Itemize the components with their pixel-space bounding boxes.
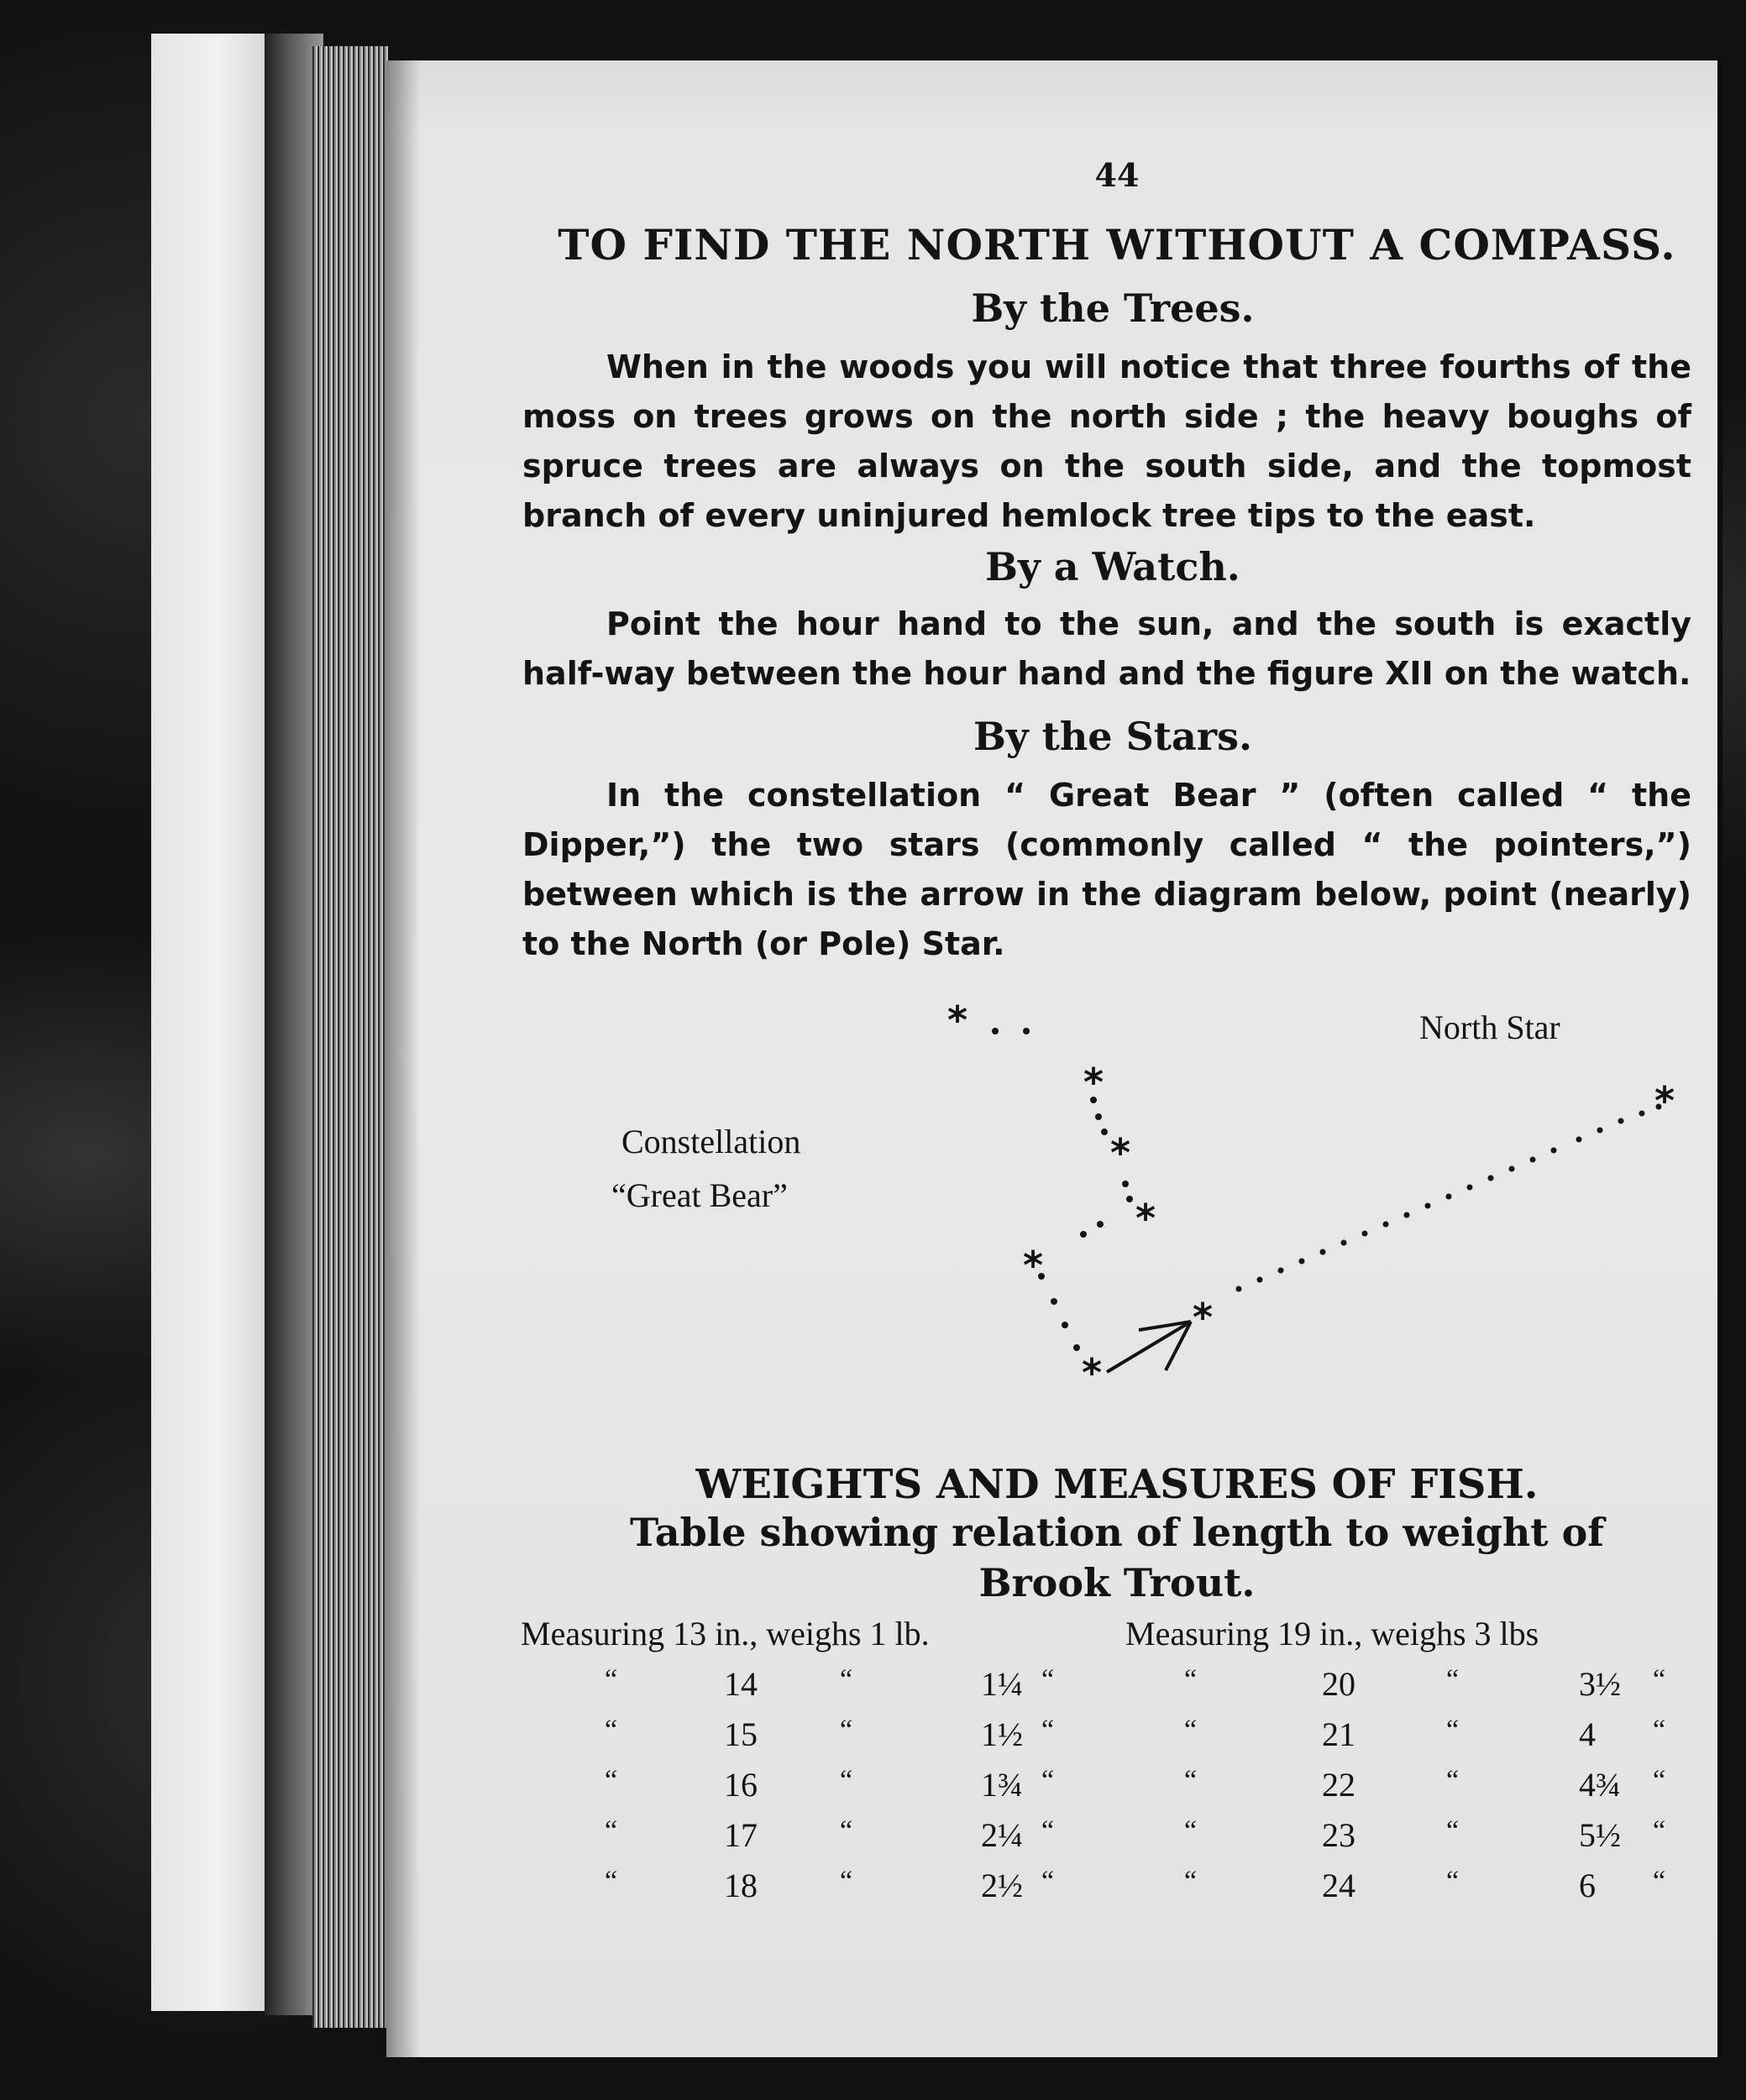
- ditto-mark: “: [1653, 1815, 1666, 1846]
- star-north: *: [1654, 1078, 1675, 1123]
- heading-watch: By a Watch.: [985, 544, 1240, 589]
- ditto-mark: “: [605, 1866, 618, 1897]
- ditto-mark: “: [1041, 1765, 1055, 1796]
- fish-table-subtitle: Table showing relation of length to weight of: [629, 1510, 1605, 1555]
- weight-right: 3½: [1579, 1665, 1621, 1703]
- length-right: 20: [1322, 1665, 1355, 1703]
- length-left: 14: [724, 1665, 758, 1703]
- page-number: 44: [1094, 156, 1140, 194]
- ditto-mark: “: [1653, 1664, 1666, 1695]
- constellation-label-name: “Great Bear”: [611, 1176, 788, 1214]
- ditto-mark: “: [1184, 1815, 1198, 1846]
- fish-section-title: WEIGHTS AND MEASURES OF FISH.: [695, 1461, 1539, 1508]
- constellation-label: Constellation: [621, 1123, 801, 1160]
- ditto-mark: “: [605, 1715, 618, 1746]
- star-handle-1: *: [1083, 1060, 1104, 1105]
- weight-right: 5½: [1579, 1816, 1621, 1854]
- weight-left: 1½: [981, 1715, 1023, 1753]
- star-bowl-left: *: [1023, 1243, 1044, 1288]
- paragraph-watch-text: Point the hour hand to the sun, and the south is exactly half-way between the hour hand and the figure XII on the watch.: [522, 605, 1691, 692]
- ditto-mark: “: [840, 1815, 853, 1846]
- weight-left: 2¼: [981, 1816, 1023, 1854]
- ditto-mark: “: [1653, 1866, 1666, 1897]
- ditto-mark: “: [1446, 1765, 1460, 1796]
- ditto-mark: “: [1184, 1765, 1198, 1796]
- star-bowl-top: *: [1135, 1196, 1156, 1241]
- star-handle-2: *: [1110, 1130, 1131, 1176]
- page-title: TO FIND THE NORTH WITHOUT A COMPASS.: [558, 220, 1676, 270]
- table-header-left: Measuring 13 in., weighs 1 lb.: [521, 1615, 930, 1652]
- heading-stars: By the Stars.: [973, 714, 1253, 759]
- ditto-mark: “: [1653, 1715, 1666, 1746]
- ditto-mark: “: [1446, 1866, 1460, 1897]
- ditto-mark: “: [840, 1715, 853, 1746]
- weight-left: 2½: [981, 1867, 1023, 1904]
- ditto-mark: “: [840, 1664, 853, 1695]
- star-pointer-bottom: *: [1082, 1350, 1103, 1396]
- paragraph-stars-text: In the constellation “ Great Bear ” (often called “ the Dipper,”) the two stars (commonly called “ the pointers,”) between which is the arrow in the diagram below, point (nearly) to the North (or Pole) Star.: [522, 777, 1691, 962]
- ditto-mark: “: [840, 1765, 853, 1796]
- ditto-mark: “: [1041, 1815, 1055, 1846]
- ditto-mark: “: [840, 1866, 853, 1897]
- ditto-mark: “: [1041, 1664, 1055, 1695]
- length-left: 15: [724, 1715, 758, 1753]
- length-right: 22: [1322, 1766, 1355, 1804]
- weight-left: 1¾: [981, 1766, 1023, 1804]
- length-right: 24: [1322, 1867, 1355, 1904]
- length-left: 17: [724, 1816, 758, 1854]
- length-left: 16: [724, 1766, 758, 1804]
- ditto-mark: “: [605, 1664, 618, 1695]
- length-right: 21: [1322, 1715, 1355, 1753]
- heading-trees: By the Trees.: [971, 285, 1255, 331]
- fish-table-subtitle-2: Brook Trout.: [978, 1560, 1256, 1605]
- length-right: 23: [1322, 1816, 1355, 1854]
- ditto-mark: “: [605, 1765, 618, 1796]
- ditto-mark: “: [1184, 1715, 1198, 1746]
- ditto-mark: “: [1446, 1815, 1460, 1846]
- ditto-mark: “: [1041, 1715, 1055, 1746]
- pointer-arrow: [1107, 1322, 1191, 1372]
- star-pointer-top: *: [1193, 1295, 1214, 1340]
- weight-right: 6: [1579, 1867, 1596, 1904]
- weight-right: 4: [1579, 1715, 1596, 1753]
- weight-right: 4¾: [1579, 1766, 1621, 1804]
- ditto-mark: “: [1184, 1866, 1198, 1897]
- north-star-label: North Star: [1419, 1008, 1560, 1046]
- ditto-mark: “: [605, 1815, 618, 1846]
- star-dipper-end: *: [947, 998, 968, 1043]
- ditto-mark: “: [1184, 1664, 1198, 1695]
- ditto-mark: “: [1446, 1664, 1460, 1695]
- ditto-mark: “: [1653, 1765, 1666, 1796]
- paragraph-trees-text: When in the woods you will notice that three fourths of the moss on trees grows on the north side ; the heavy boughs of spruce trees are always on the south side, and the topmost branch of every uninjured hemlock tree tips to the east.: [522, 348, 1691, 534]
- length-left: 18: [724, 1867, 758, 1904]
- table-header-right: Measuring 19 in., weighs 3 lbs: [1125, 1615, 1539, 1652]
- weight-left: 1¼: [981, 1665, 1023, 1703]
- ditto-mark: “: [1041, 1866, 1055, 1897]
- ditto-mark: “: [1446, 1715, 1460, 1746]
